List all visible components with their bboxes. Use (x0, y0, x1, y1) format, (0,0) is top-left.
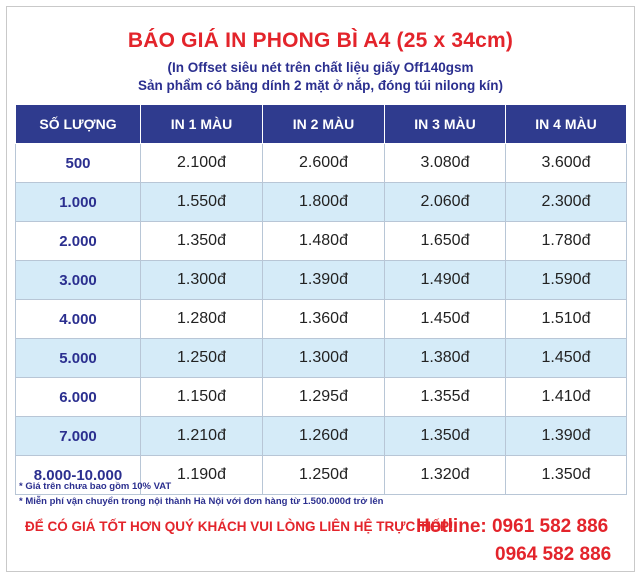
subtitle-line-2: Sản phẩm có băng dính 2 mặt ở nắp, đóng túi nilong kín) (137, 78, 504, 93)
price-sheet (6, 6, 635, 572)
hotline-primary: Hotline: 0961 582 886 (416, 516, 609, 537)
column-header-2-color: IN 2 MÀU (263, 105, 385, 144)
price-cell: 1.295đ (263, 378, 385, 417)
quantity-cell: 1.000 (16, 183, 141, 222)
price-cell: 1.355đ (385, 378, 506, 417)
table-row (16, 261, 627, 300)
shipping-note: * Miễn phí vận chuyển trong nội thành Hà Nội với đơn hàng từ 1.500.000đ trở lên (19, 496, 384, 507)
table-row (16, 378, 627, 417)
price-cell: 1.490đ (385, 261, 506, 300)
price-cell: 1.350đ (506, 456, 627, 495)
table-row (16, 300, 627, 339)
price-cell: 2.100đ (141, 144, 263, 183)
quantity-cell: 500 (16, 144, 141, 183)
vat-note: * Giá trên chưa bao gồm 10% VAT (19, 481, 172, 492)
table-header-row (16, 105, 627, 144)
price-cell: 1.250đ (141, 339, 263, 378)
price-cell: 1.350đ (385, 417, 506, 456)
column-header-1-color: IN 1 MÀU (141, 105, 263, 144)
price-cell: 1.190đ (141, 456, 263, 495)
price-cell: 1.300đ (141, 261, 263, 300)
table-row (16, 222, 627, 261)
table-row (16, 183, 627, 222)
quantity-cell: 2.000 (16, 222, 141, 261)
column-header-quantity: SỐ LƯỢNG (16, 105, 141, 144)
table-row (16, 144, 627, 183)
price-cell: 1.650đ (385, 222, 506, 261)
price-cell: 1.590đ (506, 261, 627, 300)
price-cell: 2.300đ (506, 183, 627, 222)
price-cell: 2.600đ (263, 144, 385, 183)
column-header-3-color: IN 3 MÀU (385, 105, 506, 144)
column-header-4-color: IN 4 MÀU (506, 105, 627, 144)
price-cell: 1.410đ (506, 378, 627, 417)
quantity-cell: 6.000 (16, 378, 141, 417)
price-cell: 1.360đ (263, 300, 385, 339)
table-row (16, 417, 627, 456)
price-cell: 1.350đ (141, 222, 263, 261)
price-cell: 1.780đ (506, 222, 627, 261)
quantity-cell: 4.000 (16, 300, 141, 339)
price-cell: 3.600đ (506, 144, 627, 183)
subtitle-line-1: (In Offset siêu nét trên chất liệu giấy Off140gsm (167, 60, 474, 75)
price-cell: 1.280đ (141, 300, 263, 339)
price-cell: 1.150đ (141, 378, 263, 417)
price-cell: 1.250đ (263, 456, 385, 495)
quantity-cell: 5.000 (16, 339, 141, 378)
price-cell: 1.510đ (506, 300, 627, 339)
price-cell: 1.550đ (141, 183, 263, 222)
price-cell: 1.450đ (385, 300, 506, 339)
price-cell: 2.060đ (385, 183, 506, 222)
price-table (15, 104, 627, 495)
price-cell: 1.480đ (263, 222, 385, 261)
price-cell: 1.380đ (385, 339, 506, 378)
price-cell: 1.300đ (263, 339, 385, 378)
quantity-cell: 7.000 (16, 417, 141, 456)
price-cell: 1.450đ (506, 339, 627, 378)
price-cell: 1.800đ (263, 183, 385, 222)
hotline-secondary: 0964 582 886 (495, 544, 612, 565)
quantity-cell: 8.000-10.000 (16, 456, 141, 495)
price-cell: 1.320đ (385, 456, 506, 495)
price-cell: 3.080đ (385, 144, 506, 183)
table-row (16, 339, 627, 378)
page-title: BÁO GIÁ IN PHONG BÌ A4 (25 x 34cm) (127, 29, 514, 52)
quantity-cell: 3.000 (16, 261, 141, 300)
price-cell: 1.390đ (263, 261, 385, 300)
contact-call-to-action: ĐỂ CÓ GIÁ TỐT HƠN QUÝ KHÁCH VUI LÒNG LIÊN HỆ TRỰC TIẾP! (25, 519, 454, 534)
price-cell: 1.260đ (263, 417, 385, 456)
price-cell: 1.390đ (506, 417, 627, 456)
price-cell: 1.210đ (141, 417, 263, 456)
